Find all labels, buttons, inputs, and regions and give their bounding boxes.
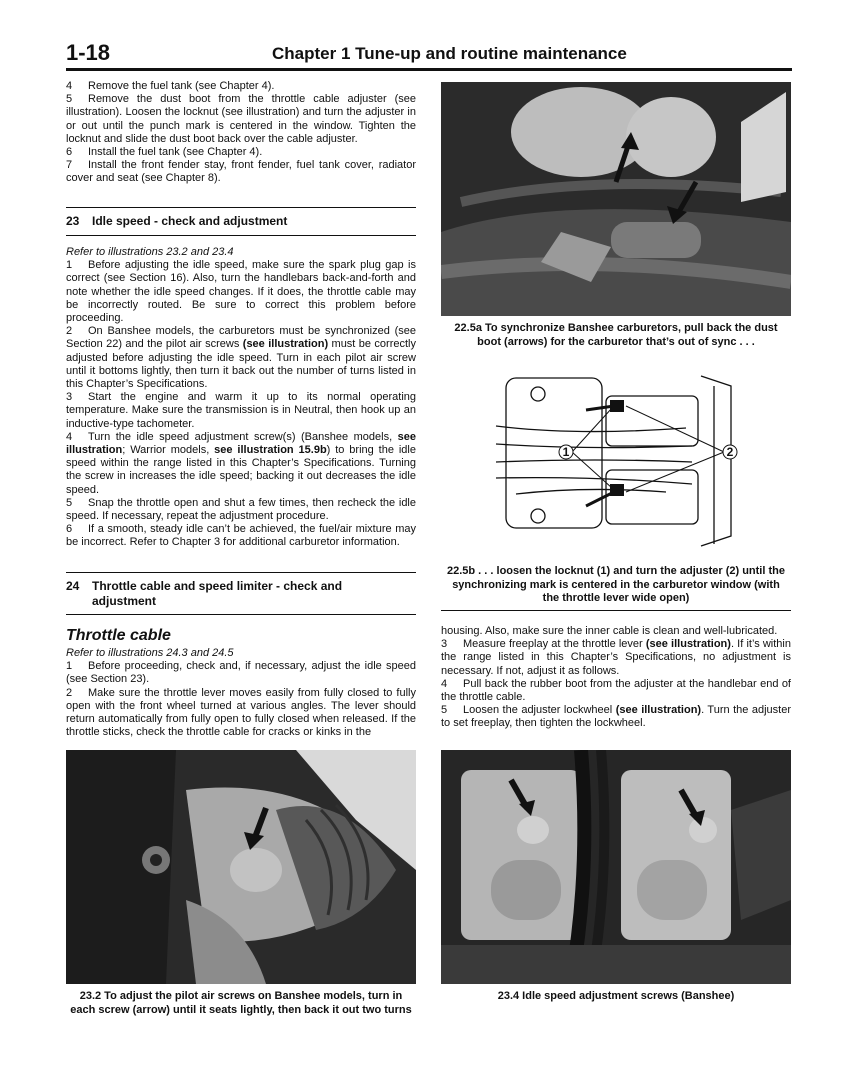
section-24-body-left [66,647,416,739]
paragraph: 5 Loosen the adjuster lockwheel (see illustration). Turn the adjuster to set freeplay, then tighten the lockwheel. [441,704,791,730]
photo-23-4-art [441,750,791,984]
caption-22-5b: 22.5b . . . loosen the locknut (1) and turn the adjuster (2) until the synchronizing mark is centered in the carburetor window (with the throttle lever wide open) [447,565,785,604]
paragraph: housing. Also, make sure the inner cable is clean and well-lubricated. [441,625,778,637]
section-rule [66,572,416,573]
photo-23-2 [66,750,416,984]
step-item: 4 Remove the fuel tank (see Chapter 4). [66,80,275,92]
section-rule [66,235,416,236]
section-23-body [66,246,416,550]
drawing-22-5b-art [486,366,752,556]
caption-23-4: 23.4 Idle speed adjustment screws (Banshee) [497,990,735,1002]
section-rule [66,207,416,208]
photo-22-5a-art [441,82,791,316]
step-item: 5 Remove the dust boot from the throttle cable adjuster (see illustration). Loosen the locknut (see illustration) and turn the adjuster in or out until the punch mark is centered in the window. Tighten the locknut and slide the dust boot back over the cable adjuster. [66,93,416,145]
caption-22-5a: 22.5a To synchronize Banshee carburetors, pull back the dust boot (arrows) for the carburetor that’s out of sync . . . [454,322,778,348]
paragraph: 2 On Banshee models, the carburetors must be synchronized (see Section 22) and the pilot air screws (see illustration) must be correctly adjusted before adjusting the idle speed. Turn in each pilot air screw until it bottoms lightly, then turn it back out the number of turns listed in this Chapter’s Specifications. [66,325,416,391]
photo-23-4 [441,750,791,984]
section-23-heading: 23 Idle speed - check and adjustment [66,214,288,228]
column-rule [441,610,791,611]
refer-note: Refer to illustrations 23.2 and 23.4 [66,246,234,258]
section-rule [66,614,416,615]
paragraph: 2 Make sure the throttle lever moves easily from fully closed to fully open with the front wheel turned at various angles. The lever should return automatically from fully open to fully closed when released. If the throttle sticks, check the throttle cable for cracks or kinks in the [66,686,416,739]
refer-note: Refer to illustrations 24.3 and 24.5 [66,647,234,659]
page-number: 1-18 [66,40,111,65]
subhead-throttle-cable: Throttle cable [66,627,171,644]
step-item: 6 Install the fuel tank (see Chapter 4). [66,146,263,159]
paragraph: 6 If a smooth, steady idle can’t be achieved, the fuel/air mixture may be incorrect. Refer to Chapter 3 for additional carburetor information. [66,523,416,549]
chapter-title: Chapter 1 Tune-up and routine maintenance [272,44,627,63]
left-top-steps [66,80,416,186]
label-2: 2 [726,445,734,459]
photo-22-5a [441,82,791,316]
caption-23-2: 23.2 To adjust the pilot air screws on Banshee models, turn in each screw (arrow) until it seats lightly, then back it out two turns [70,990,412,1016]
header-rule [66,68,792,71]
paragraph: 4 Pull back the rubber boot from the adjuster at the handlebar end of the throttle cable. [441,677,791,704]
label-1: 1 [562,445,570,459]
step-item: 7 Install the front fender stay, front fender, fuel tank cover, radiator cover and seat (see Chapter 8). [66,159,416,185]
paragraph: 1 Before adjusting the idle speed, make sure the spark plug gap is correct (see Section 16). Also, turn the handlebars back-and-forth and note whether the idle speed changes. If it does, the throttle cable may be incorrectly routed. Be sure to correct this problem before proceeding. [66,259,416,325]
paragraph: 5 Snap the throttle open and shut a few times, then recheck the idle speed. If necessary, repeat the adjustment procedure. [66,496,416,523]
paragraph: 1 Before proceeding, check and, if necessary, adjust the idle speed (see Section 23). [66,660,416,686]
paragraph: 3 Measure freeplay at the throttle lever (see illustration). If it’s within the range listed in this Chapter’s Specifications, no adjustment is necessary. If not, adjust it as follows. [441,638,791,677]
photo-23-2-art [66,750,416,984]
paragraph: 3 Start the engine and warm it up to its normal operating temperature. Make sure the transmission is in Neutral, then hook up an inductive-type tachometer. [66,391,416,430]
section-24-body-right [441,625,791,731]
paragraph: 4 Turn the idle speed adjustment screw(s) (Banshee models, see illustration; Warrior models, see illustration 15.9b) to bring the idle speed within the range listed in this Chapter’s Specifications. Turning the screw in increases the idle speed; backing it out decreases the idle speed. [66,430,416,496]
drawing-22-5b [486,366,752,556]
section-24-heading: 24 Throttle cable and speed limiter - check and adjustment [66,579,343,608]
